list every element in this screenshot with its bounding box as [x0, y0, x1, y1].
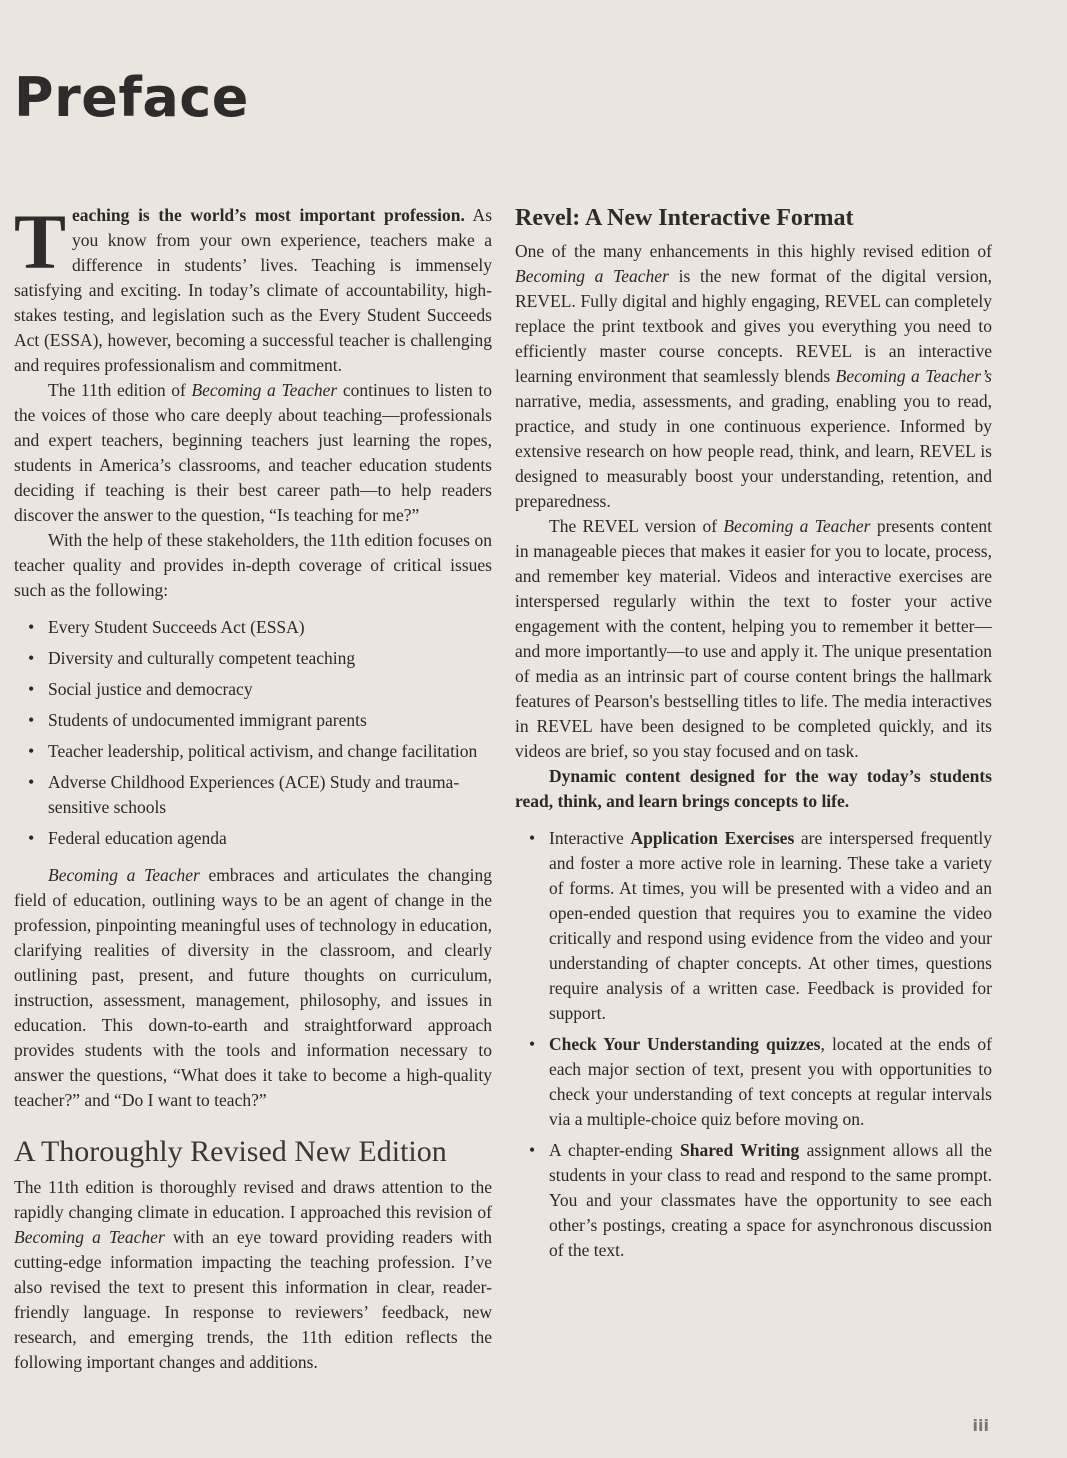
list-item-text: Students of undocumented immigrant parents [48, 710, 367, 730]
list-item [515, 826, 992, 1026]
bullet-icon: • [28, 741, 35, 761]
list-item-text: Social justice and democracy [48, 679, 253, 699]
text-span: The 11th edition of [48, 380, 192, 400]
bullet-icon: • [529, 828, 536, 848]
bullet-icon: • [28, 710, 35, 730]
list-item [14, 646, 492, 671]
book-title-italic: Becoming a Teacher [723, 516, 871, 536]
revel-paragraph-2 [515, 514, 992, 764]
list-item-text: Teacher leadership, political activism, and change facilitation [48, 741, 478, 761]
book-title-italic: Becoming a Teacher [14, 1227, 165, 1247]
bullet-icon: • [28, 828, 35, 848]
list-item [14, 739, 492, 764]
list-item [515, 1032, 992, 1132]
text-span: presents content in manageable pieces that makes it easier for you to locate, process, and remember key material. Videos and interactive exercises are interspersed regularly within the text to foster your active engagement with the content, helping you to remember it better—and more importantly—to use and apply it. The unique presentation of media as an intrinsic part of course content brings the hallmark features of Pearson's bestselling titles to life. The media interactives in REVEL have been designed to be completed quickly, and its videos are brief, so you stay focused and on task. [515, 516, 992, 761]
feature-name: Check Your Understanding quizzes [549, 1034, 821, 1054]
list-item-text: Federal education agenda [48, 828, 227, 848]
text-span: A chapter-ending [549, 1140, 681, 1160]
issues-list [14, 615, 492, 851]
text-span: The REVEL version of [549, 516, 724, 536]
bullet-icon: • [529, 1140, 536, 1160]
book-title-italic: Becoming a Teacher [191, 380, 338, 400]
book-title-italic: Becoming a Teacher’s [835, 366, 992, 386]
right-column [515, 203, 992, 1269]
book-title-italic: Becoming a Teacher [515, 266, 669, 286]
list-item [14, 615, 492, 640]
book-title-italic: Becoming a Teacher [48, 865, 200, 885]
intro-lead: eaching is the world’s most important profession. [72, 205, 465, 225]
text-span: , located at the ends of each major section of text, present you with opportunities to check your understanding of text concepts at regular intervals via a multiple-choice quiz before moving on. [549, 1034, 992, 1129]
intro-paragraph [14, 198, 493, 378]
list-item [14, 826, 492, 851]
text-span: is the new format of the digital version, REVEL. Fully digital and highly engaging, REVEL can completely replace the print textbook and gives you everything you need to efficiently master course concepts. REVEL is an interactive learning environment that seamlessly blends [515, 266, 992, 386]
left-column [14, 198, 493, 1375]
text-span: continues to listen to the voices of those who care deeply about teaching—professionals and expert teachers, beginning teachers just learning the ropes, students in America’s classrooms, and teacher education students deciding if teaching is their best career path—to help readers discover the answer to the question, “Is teaching for me?” [14, 380, 492, 525]
text-span: Interactive [549, 828, 631, 848]
bullet-icon: • [28, 772, 35, 792]
list-item-text: Adverse Childhood Experiences (ACE) Study and trauma-sensitive schools [48, 772, 460, 817]
list-item [14, 677, 492, 702]
bullet-icon: • [529, 1034, 536, 1054]
section-heading-revised-edition: A Thoroughly Revised New Edition [14, 1135, 447, 1168]
feature-name: Application Exercises [630, 828, 795, 848]
page-title: Preface [14, 66, 249, 129]
text-span: narrative, media, assessments, and grading, enabling you to read, practice, and study in one continuous experience. Informed by extensive research on how people read, think, and learn, REVEL is designed to measurably boost your understanding, retention, and preparedness. [515, 391, 992, 511]
list-item [14, 770, 492, 820]
revised-edition-paragraph [14, 1175, 492, 1375]
dynamic-content-paragraph: Dynamic content designed for the way today’s students read, think, and learn brings concepts to life. [515, 766, 992, 811]
list-item-text: Diversity and culturally competent teaching [48, 648, 356, 668]
text-span: embraces and articulates the changing field of education, outlining ways to be an agent of change in the profession, pinpointing meaningful uses of technology in education, clarifying realities of diversity in the classroom, and clearly outlining past, present, and future thoughts on curriculum, instruction, assessment, management, philosophy, and issues in education. This down-to-earth and straightforward approach provides students with the tools and information necessary to answer the questions, “What does it take to become a high-quality teacher?” and “Do I want to teach?” [14, 865, 492, 1110]
list-item [14, 708, 492, 733]
bullet-icon: • [28, 648, 35, 668]
section-heading-revel: Revel: A New Interactive Format [515, 205, 854, 231]
list-item [515, 1138, 992, 1263]
feature-name: Shared Writing [680, 1140, 800, 1160]
list-item-text: Every Student Succeeds Act (ESSA) [48, 617, 305, 637]
text-span: with an eye toward providing readers with cutting-edge information impacting the teaching profession. I’ve also revised the text to present this information in clear, reader-friendly language. In response to reviewers’ feedback, new research, and emerging trends, the 11th edition reflects the following important changes and additions. [14, 1227, 492, 1372]
bullet-icon: • [28, 679, 35, 699]
text-span: One of the many enhancements in this highly revised edition of [515, 241, 992, 261]
revel-paragraph-1 [515, 239, 992, 514]
text-span: are interspersed frequently and foster a more active role in learning. These take a variety of forms. At times, you will be presented with a video and an open-ended question that requires you to examine the video critically and respond using evidence from the video and your understanding of chapter concepts. At other times, questions require analysis of a written case. Feedback is provided for support. [549, 828, 992, 1023]
page-number: iii [972, 1416, 989, 1435]
intro-text: As you know from your own experience, teachers make a difference in students’ lives. Teaching is immensely satisfying and exciting. In today’s climate of accountability, high-stakes testing, and legislation such as the Every Student Succeeds Act (ESSA), however, becoming a successful teacher is challenging and requires professionalism and commitment. [14, 205, 493, 375]
revel-features-list [515, 826, 992, 1263]
text-span: The 11th edition is thoroughly revised and draws attention to the rapidly changing climate in education. I approached this revision of [14, 1177, 492, 1222]
bullet-icon: • [28, 617, 35, 637]
stakeholders-paragraph: With the help of these stakeholders, the 11th edition focuses on teacher quality and provides in-depth coverage of critical issues such as the following: [14, 530, 492, 600]
approach-paragraph [14, 863, 492, 1113]
drop-cap: T [14, 198, 67, 285]
text-span: assignment allows all the students in your class to read and respond to the same prompt. You and your classmates have the opportunity to see each other’s postings, creating a space for asynchronous discussion of the text. [549, 1140, 992, 1260]
edition-paragraph [14, 378, 492, 528]
